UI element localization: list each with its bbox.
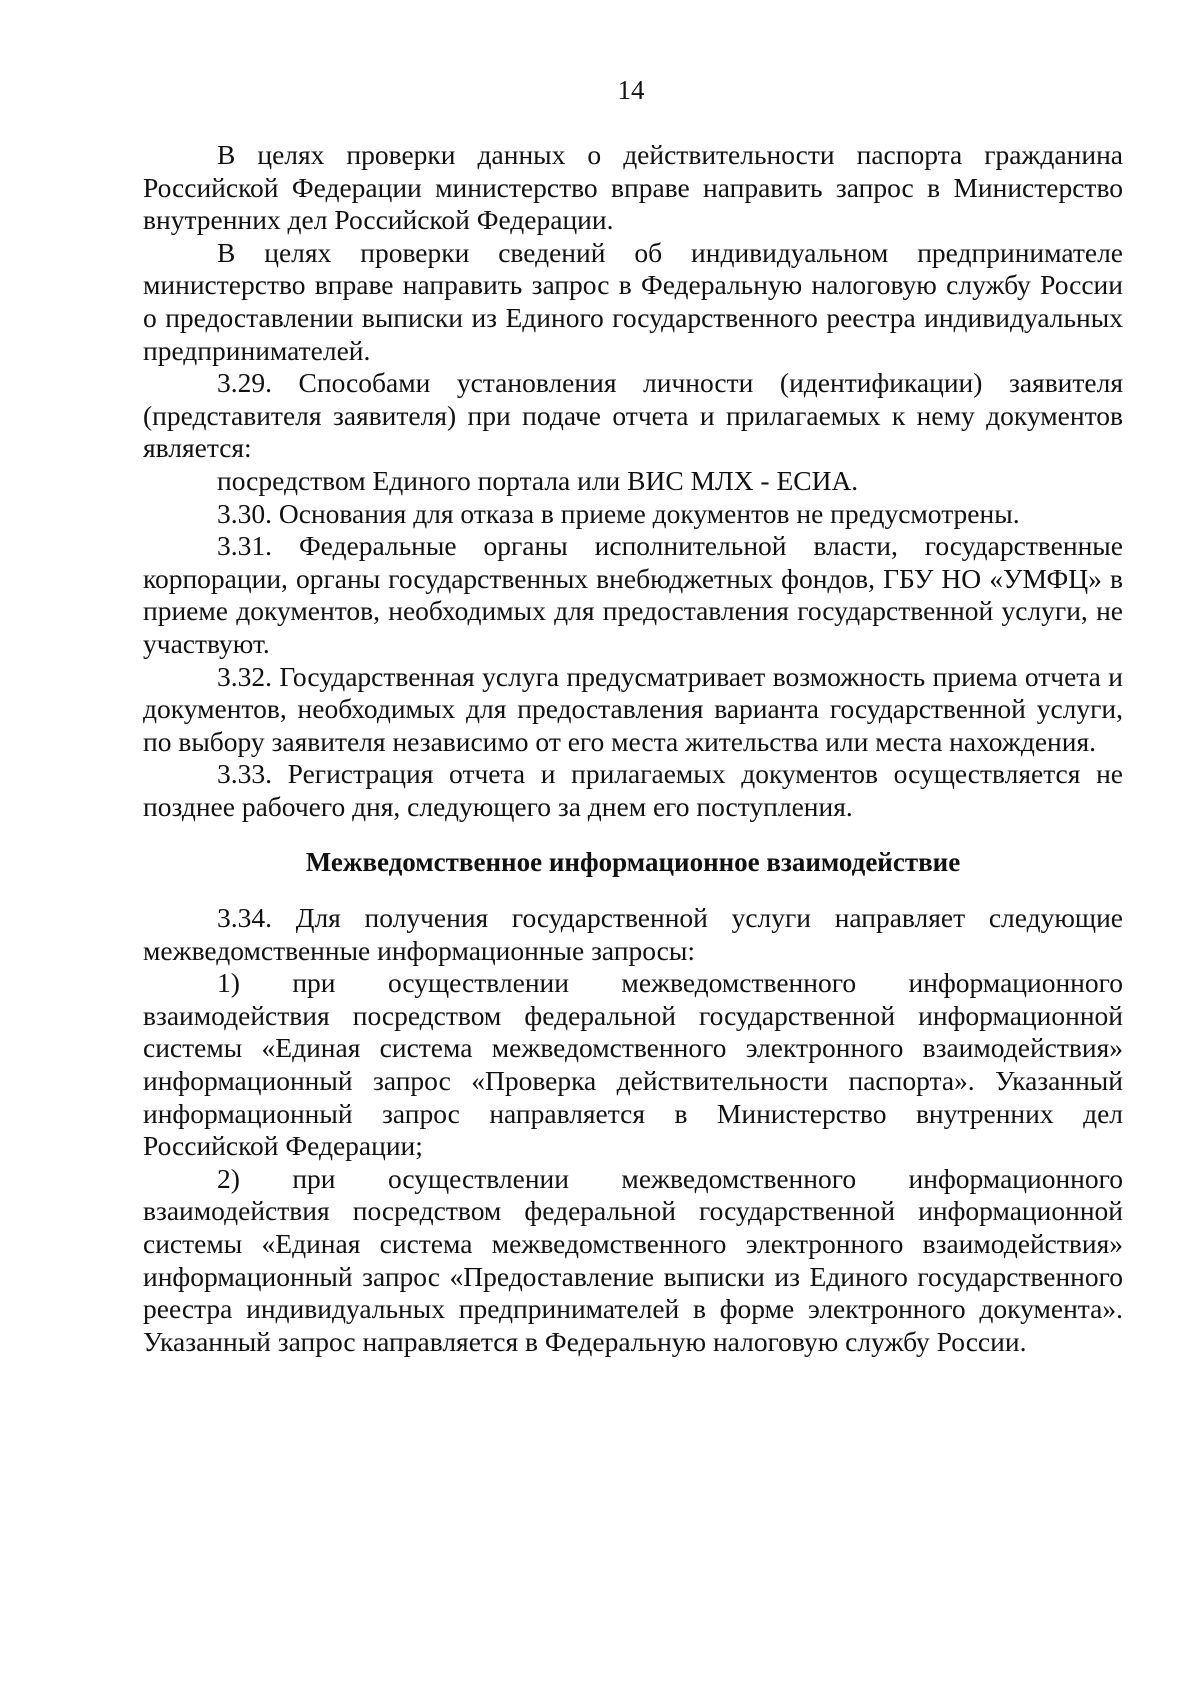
paragraph-3-30: 3.30. Основания для отказа в приеме документов не предусмотрены.	[217, 497, 1020, 529]
paragraph-3-33: 3.33. Регистрация отчета и прилагаемых документов осуществляется не позднее рабочего дня, следующего за днем его поступления.	[143, 758, 1123, 822]
document-body	[143, 139, 1123, 1358]
list-item-1: 1) при осуществлении межведомственного информационного взаимодействия посредством федеральной государственной информационной системы «Единая система межведомственного электронного взаимодействия» информационный запрос «Проверка действительности паспорта». Указанный информационный запрос направляется в Министерство внутренних дел Российской Федерации;	[143, 967, 1123, 1162]
paragraph-3-31: 3.31. Федеральные органы исполнительной власти, государственные корпорации, органы государственных внебюджетных фондов, ГБУ НО «УМФЦ» в приеме документов, необходимых для предоставления государственной услуги, не участвуют.	[143, 530, 1123, 659]
paragraph-3-32: 3.32. Государственная услуга предусматривает возможность приема отчета и документов, необходимых для предоставления варианта государственной услуги, по выбору заявителя независимо от его места жительства или места нахождения.	[143, 660, 1123, 757]
list-item-2: 2) при осуществлении межведомственного информационного взаимодействия посредством федеральной государственной информационной системы «Единая система межведомственного электронного взаимодействия» информационный запрос «Предоставление выписки из Единого государственного реестра индивидуальных предпринимателей в форме электронного документа». Указанный запрос направляется в Федеральную налоговую службу России.	[143, 1162, 1123, 1357]
section-heading: Межведомственное информационное взаимодействие	[305, 847, 961, 878]
paragraph-passport-check: В целях проверки данных о действительности паспорта гражданина Российской Федерации министерство вправе направить запрос в Министерство внутренних дел Российской Федерации.	[143, 139, 1123, 236]
paragraph-3-34: 3.34. Для получения государственной услуги направляет следующие межведомственные информационные запросы:	[143, 902, 1123, 966]
paragraph-identification-method: посредством Единого портала или ВИС МЛХ - ЕСИА.	[217, 464, 859, 496]
paragraph-entrepreneur-check: В целях проверки сведений об индивидуальном предпринимателе министерство вправе направить запрос в Федеральную налоговую службу России о предоставлении выписки из Единого государственного реестра индивидуальных предпринимателей.	[143, 236, 1123, 366]
page-number: 14	[617, 75, 645, 105]
paragraph-3-29: 3.29. Способами установления личности (идентификации) заявителя (представителя заявителя) при подаче отчета и прилагаемых к нему документов является:	[143, 367, 1123, 464]
